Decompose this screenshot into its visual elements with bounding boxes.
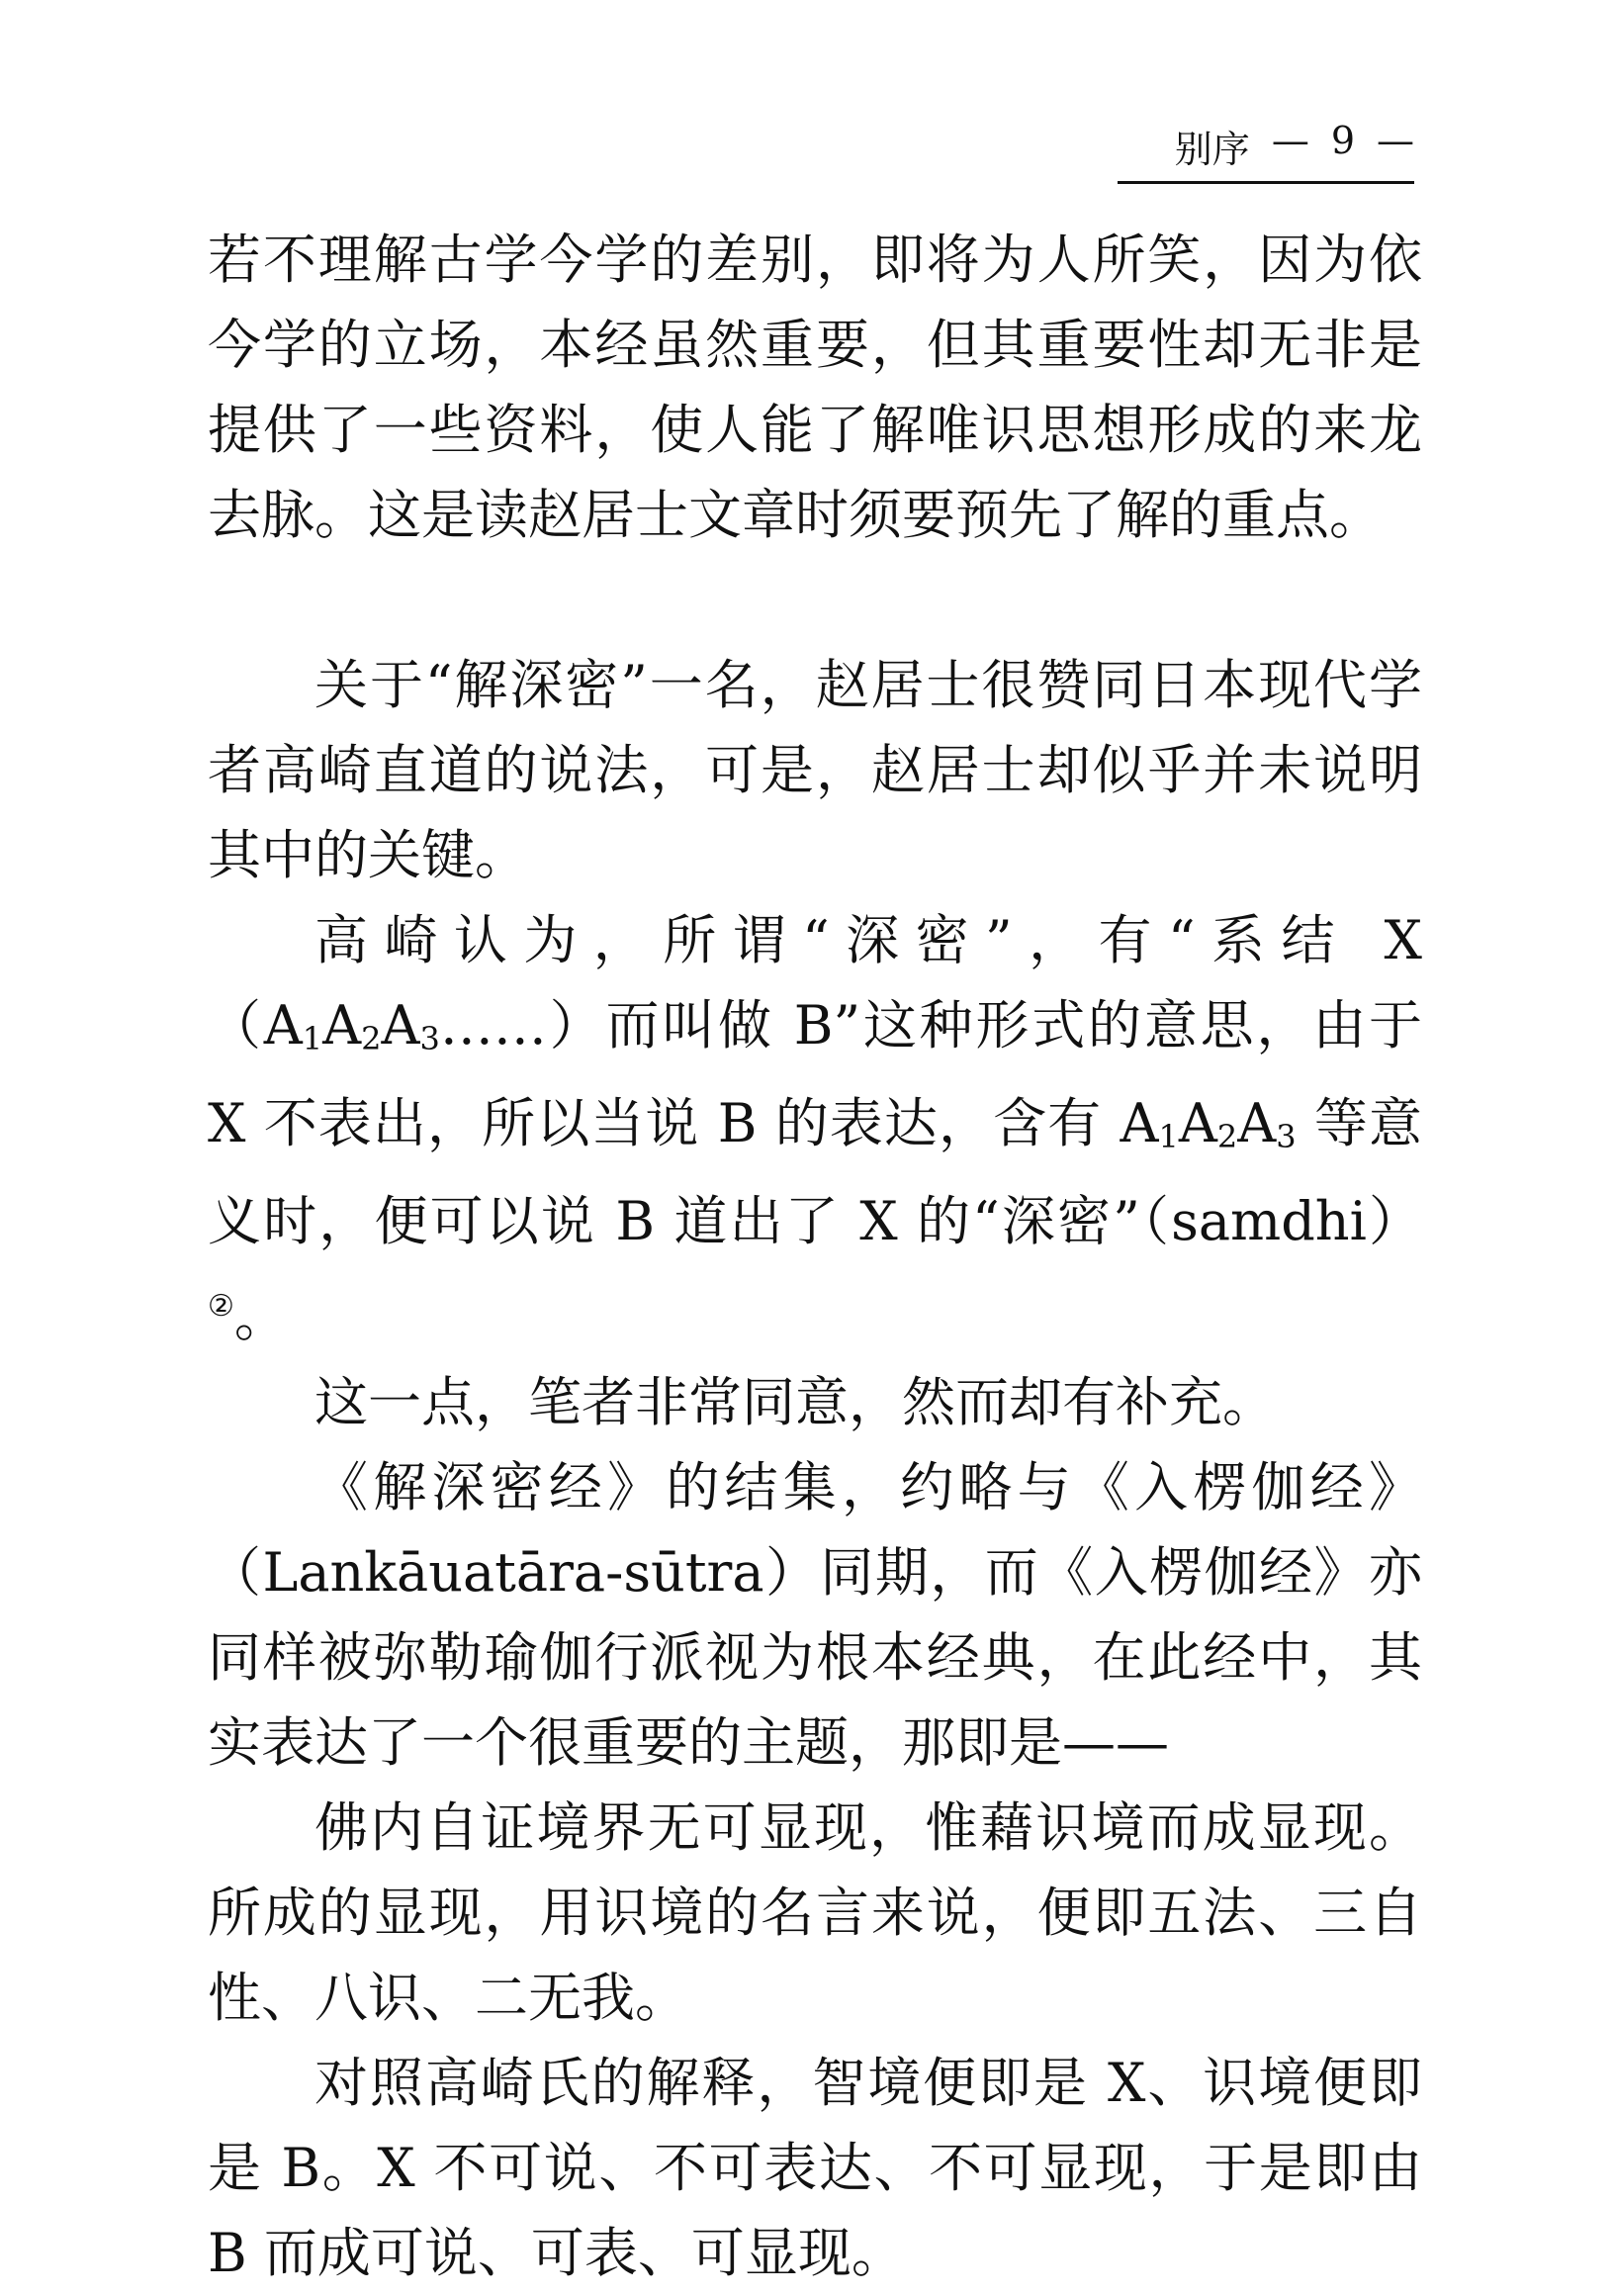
p3-text-1: 高崎认为，所谓“深密”，有“系结 X（A xyxy=(208,909,1422,1056)
header-section-title: 别序 xyxy=(1174,128,1250,171)
p3-text-7: 等意义时，便可以说 B 道出了 X 的“深密”（samdhi） xyxy=(208,1092,1422,1252)
paragraph-2: 关于“解深密”一名，赵居士很赞同日本现代学者高崎直道的说法，可是，赵居士却似乎并未说明其中的关键。 xyxy=(208,654,1422,886)
p3-sub-5: 2 xyxy=(1216,1118,1238,1155)
paragraph-6: 佛内自证境界无可显现，惟藉识境而成显现。所成的显现，用识境的名言来说，便即五法、三自性、八识、二无我。 xyxy=(208,1796,1422,2029)
p3-text-3: A xyxy=(381,994,420,1056)
paragraph-4: 这一点，笔者非常同意，然而却有补充。 xyxy=(314,1371,1276,1433)
p3-sub-1: 1 xyxy=(302,1020,323,1057)
p3-text-5: A xyxy=(1178,1092,1217,1154)
page-number: 9 xyxy=(1330,119,1355,162)
header-dash-left: — xyxy=(1271,119,1309,162)
p3-text-6: A xyxy=(1237,1092,1277,1154)
footnote-marker: ② xyxy=(208,1289,234,1324)
p3-text-8: 。 xyxy=(233,1286,288,1348)
paragraph-5: 《解深密经》的结集，约略与《入楞伽经》（Lankāuatāra-sūtra）同期，而《入楞伽经》亦同样被弥勒瑜伽行派视为根本经典，在此经中，其实表达了一个很重要的主题，那即是—— xyxy=(208,1456,1422,1774)
running-header xyxy=(1118,119,1414,184)
p3-sub-4: 1 xyxy=(1158,1118,1179,1155)
page-body xyxy=(208,218,1422,2296)
paragraph-1: 若不理解古学今学的差别，即将为人所笑，因为依今学的立场，本经虽然重要，但其重要性却无非是提供了一些资料，使人能了解唯识思想形成的来龙去脉。这是读赵居士文章时须要预先了解的重点。 xyxy=(208,229,1422,546)
paragraph-3 xyxy=(208,898,1422,1360)
p3-sub-3: 3 xyxy=(419,1020,440,1057)
p3-sub-2: 2 xyxy=(361,1020,382,1057)
p3-sub-6: 3 xyxy=(1276,1118,1297,1155)
paragraph-7: 对照高崎氏的解释，智境便即是 X、识境便即是 B。X 不可说、不可表达、不可显现，于是即由 B 而成可说、可表、可显现。 xyxy=(208,2052,1422,2284)
p3-text-2: A xyxy=(322,994,362,1056)
header-dash-right: — xyxy=(1377,119,1414,162)
p3-text-4: ……）而叫做 B”这种形式的意思，由于 X 不表出，所以当说 B 的表达，含有 A xyxy=(208,994,1423,1154)
